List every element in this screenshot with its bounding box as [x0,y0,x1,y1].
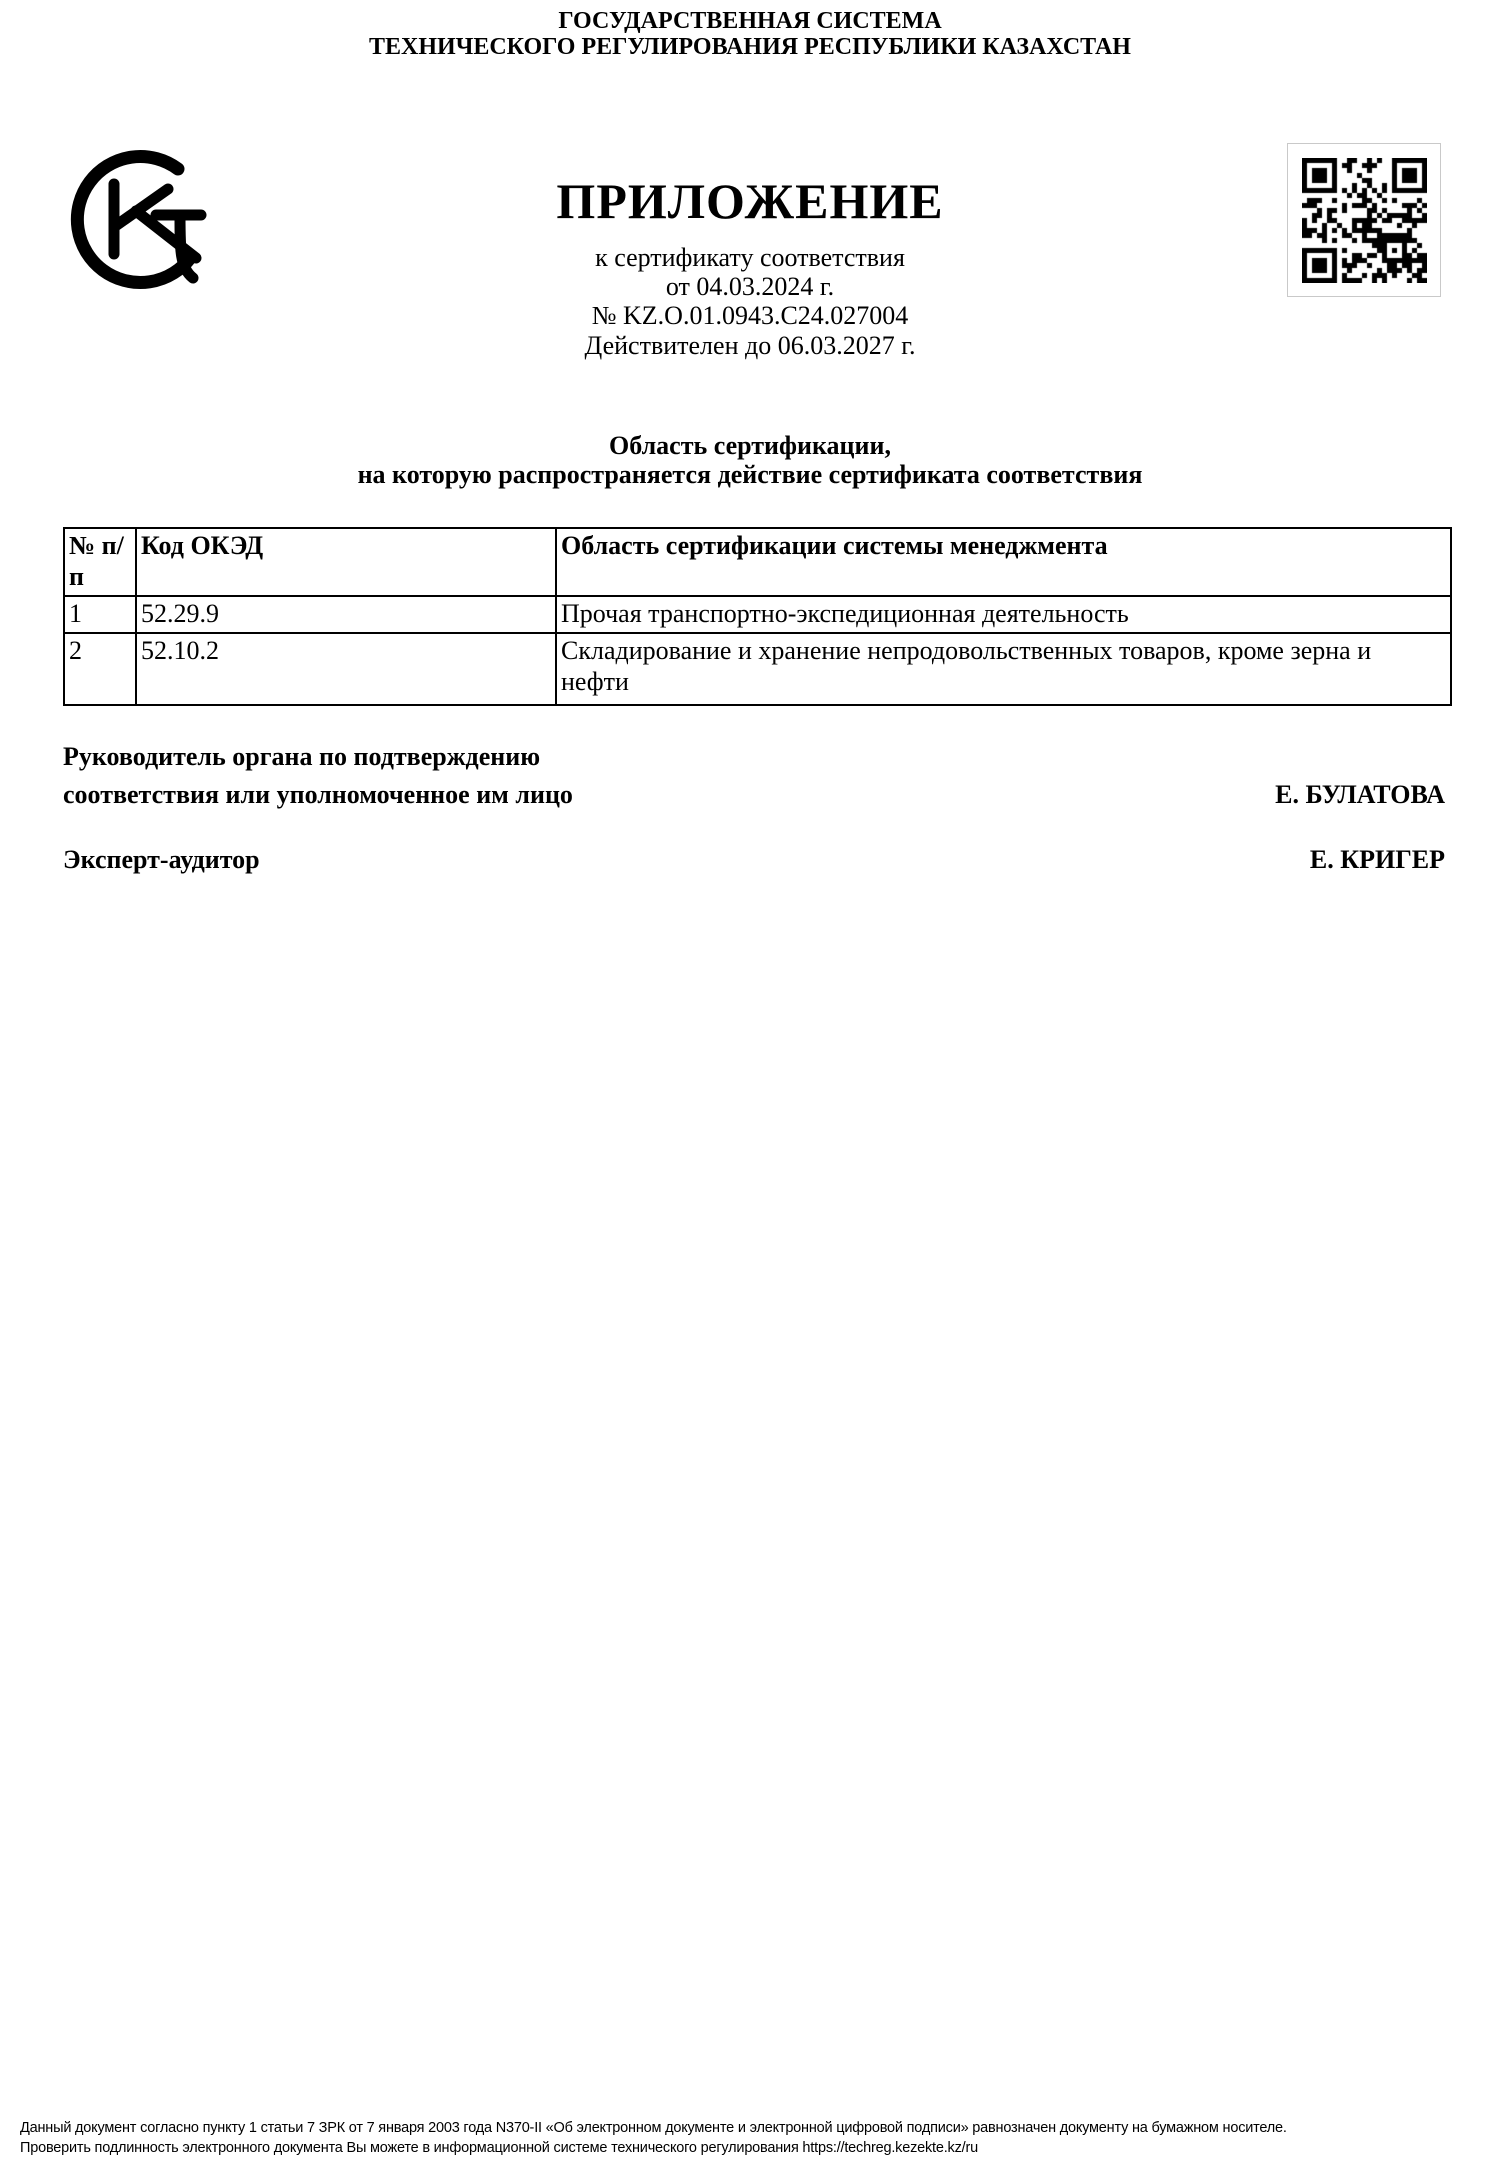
table-row [64,633,1451,705]
page-title: ПРИЛОЖЕНИЕ [556,173,944,229]
head-role-line-2: соответствия или уполномоченное им лицо [63,780,573,809]
header-line-1: ГОСУДАРСТВЕННАЯ СИСТЕМА [558,8,942,34]
certificate-number: № KZ.O.01.0943.C24.027004 [591,301,909,330]
header-cell-number: № п/п [64,528,136,596]
legal-footer [20,2118,1488,2158]
head-signature-row [63,780,1445,810]
head-role-line-1: Руководитель органа по подтверждению [63,742,541,771]
row-code-cell: 52.29.9 [136,596,556,633]
auditor-name: Е. КРИГЕР [1309,845,1445,874]
row-scope-cell: Прочая транспортно-экспедиционная деятельность [556,596,1451,633]
certificate-date: от 04.03.2024 г. [665,272,835,301]
scope-heading-line-1: Область сертификации, [609,431,891,460]
auditor-role: Эксперт-аудитор [63,845,260,874]
auditor-signature-row [63,845,1445,875]
row-number-cell: 2 [64,633,136,705]
certification-scope-heading [0,431,1500,489]
header-line-2: ТЕХНИЧЕСКОГО РЕГУЛИРОВАНИЯ РЕСПУБЛИКИ КАЗАХСТАН [369,34,1131,60]
state-system-header [0,8,1500,60]
head-signer-name: Е. БУЛАТОВА [1275,780,1445,809]
title-subtitle: к сертификату соответствия [595,243,905,272]
certificate-validity: Действителен до 06.03.2027 г. [584,331,916,360]
footer-line-1: Данный документ согласно пункту 1 статьи 7 ЗРК от 7 января 2003 года N370-II «Об электронном документе и электронной цифровой подписи» равнозначен документу на бумажном носителе. [20,2120,1287,2136]
certification-scope-table [63,527,1452,706]
table-row [64,596,1451,633]
table-header-row [64,528,1451,596]
row-code-cell: 52.10.2 [136,633,556,705]
scope-heading-line-2: на которую распространяется действие сертификата соответствия [357,460,1143,489]
row-number-cell: 1 [64,596,136,633]
row-scope-cell: Складирование и хранение непродовольственных товаров, кроме зерна и нефти [556,633,1451,705]
footer-line-2: Проверить подлинность электронного документа Вы можете в информационной системе технического регулирования https://techreg.kezekte.kz/ru [20,2140,978,2156]
header-cell-okedcode: Код ОКЭД [136,528,556,596]
header-cell-scope: Область сертификации системы менеджмента [556,528,1451,596]
